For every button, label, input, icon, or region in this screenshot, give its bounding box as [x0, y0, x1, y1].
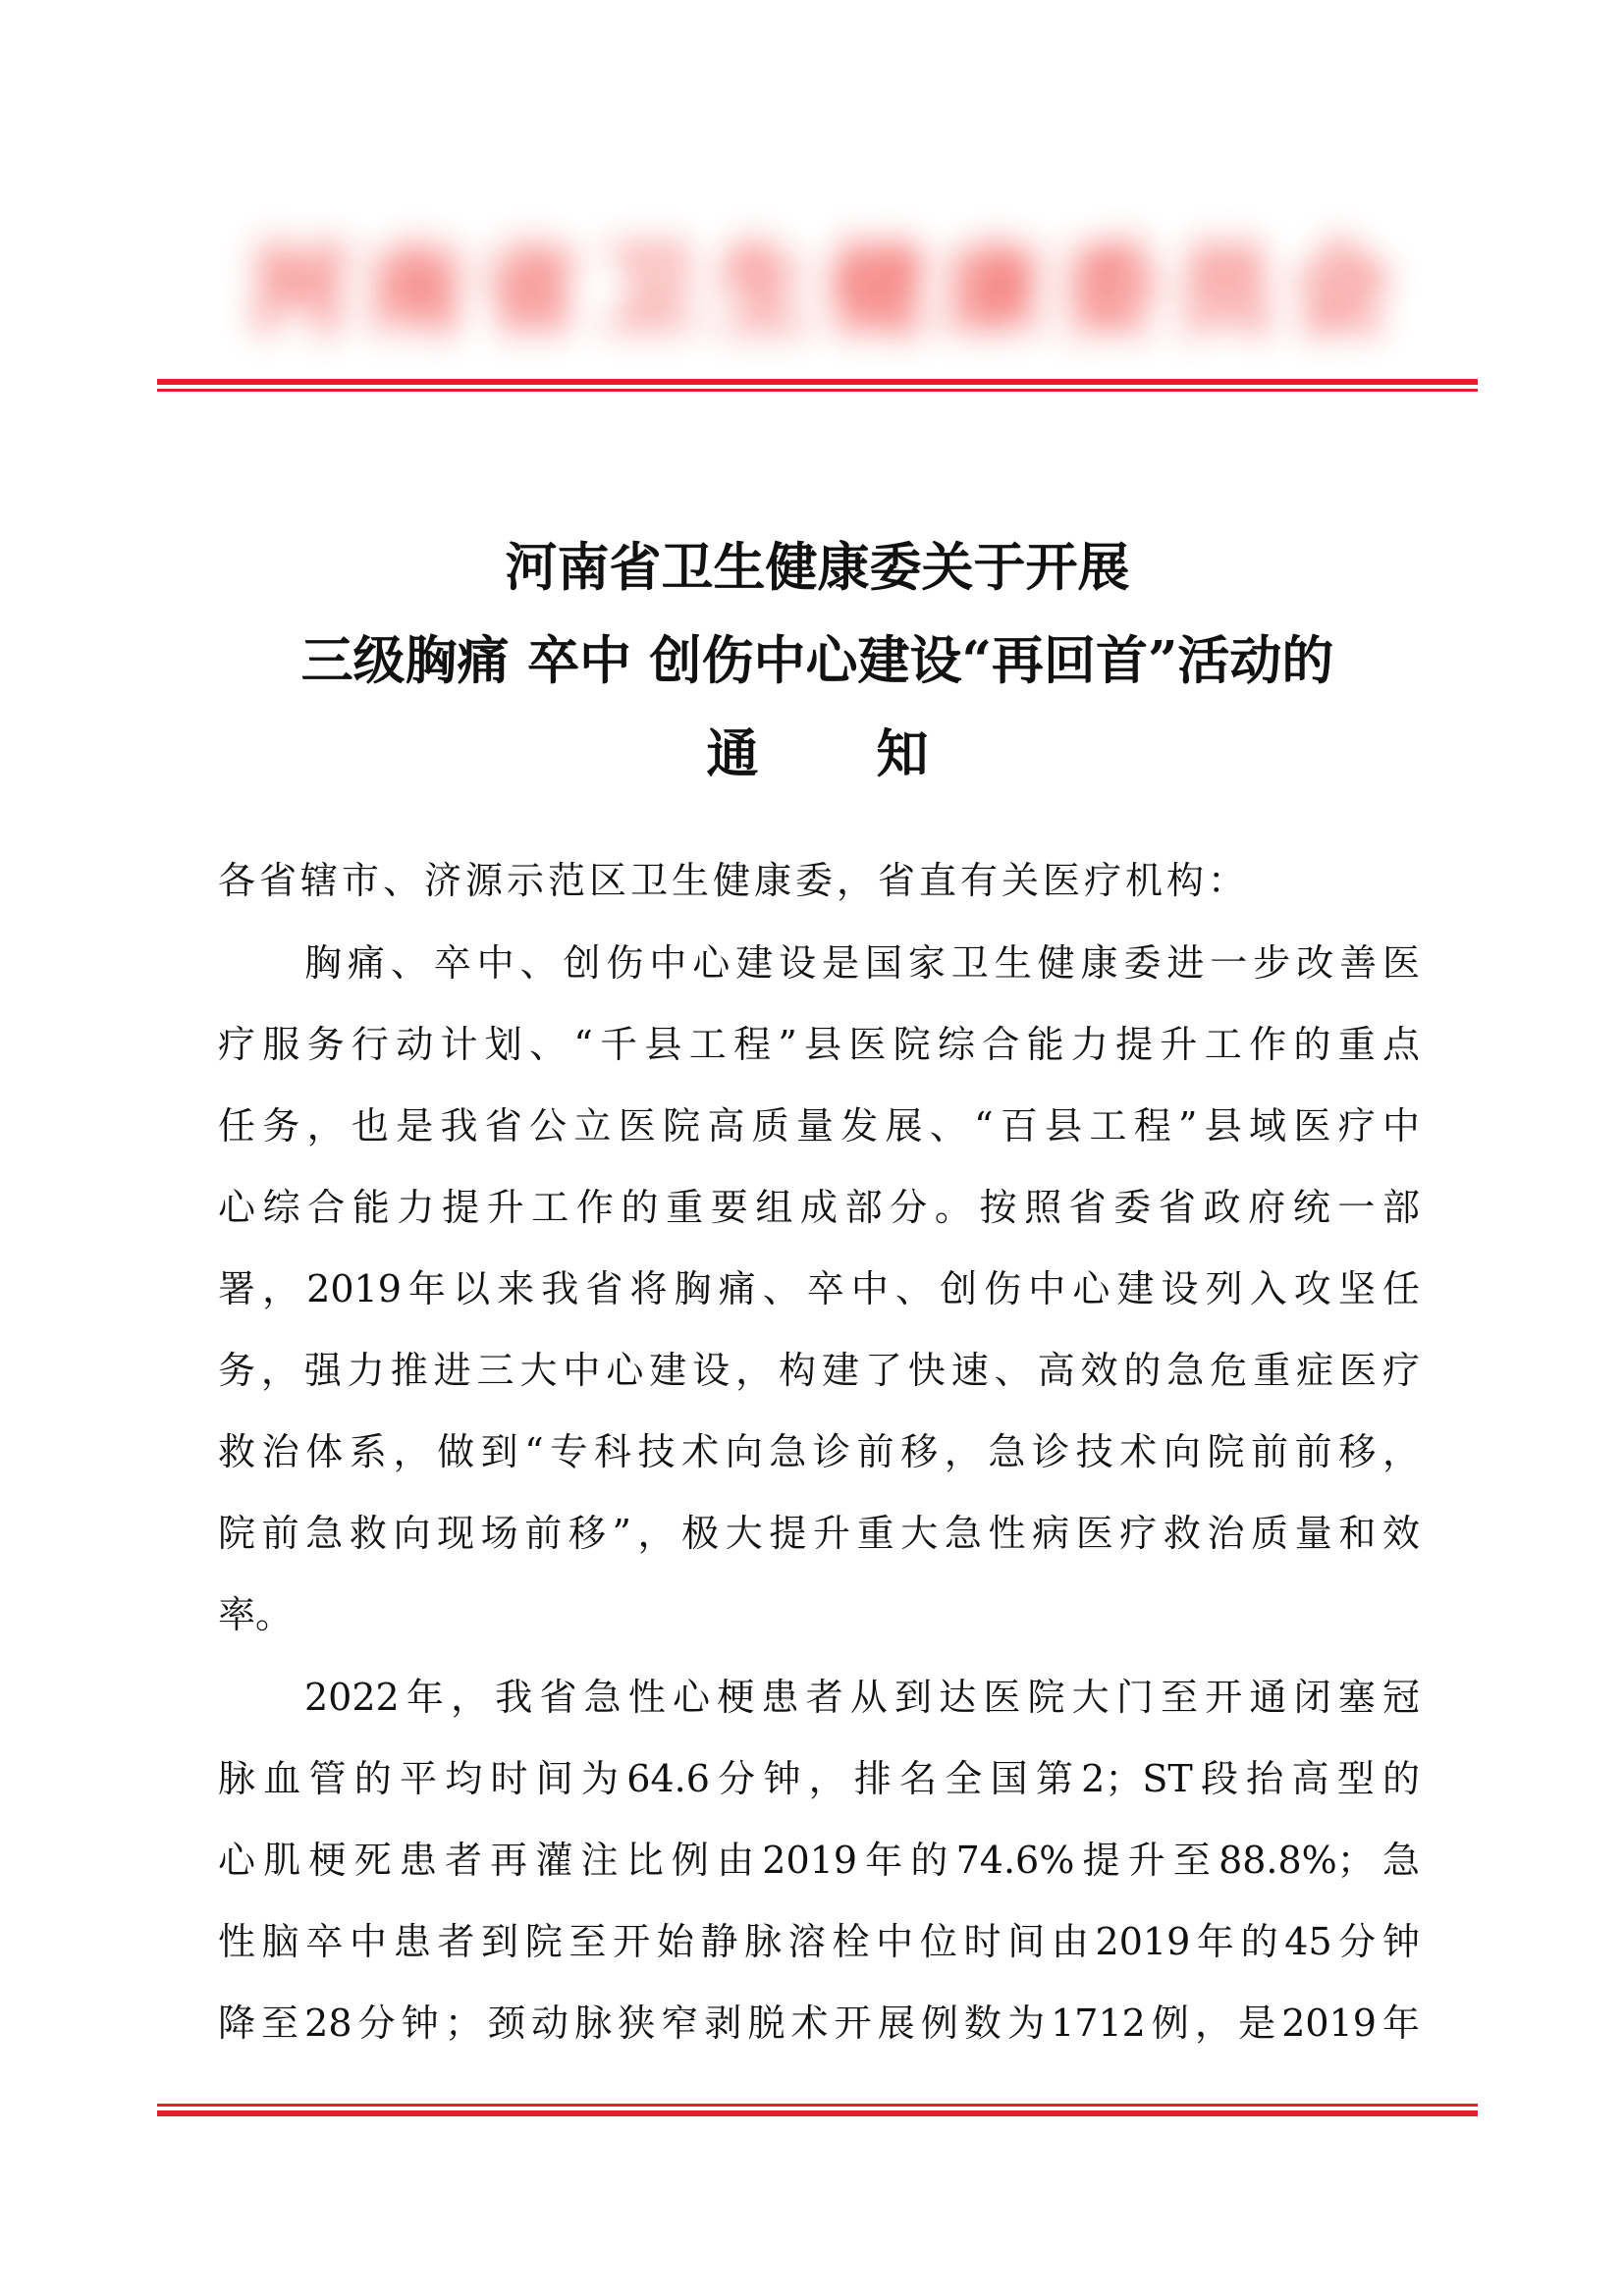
document-title-line-3: 通知 [706, 723, 1047, 784]
masthead-char: 卫 [597, 232, 696, 347]
paragraph-1-line: 任务，也是我省公立医院高质量发展、“百县工程”县域医疗中 [218, 1104, 1420, 1148]
paragraph-1-line: 心综合能力提升工作的重要组成部分。按照省委省政府统一部 [218, 1186, 1420, 1229]
paragraph-1-line: 疗服务行动计划、“千县工程”县医院综合能力提升工作的重点 [218, 1023, 1420, 1066]
footer-red-rule [157, 2104, 1478, 2116]
document-title-line-1: 河南省卫生健康委关于开展 [505, 537, 1130, 598]
paragraph-1-line: 救治体系，做到“专科技术向急诊前移，急诊技术向院前前移， [218, 1430, 1420, 1473]
rule-thin-line [157, 389, 1478, 392]
paragraph-1-line: 胸痛、卒中、创伤中心建设是国家卫生健康委进一步改善医 [304, 941, 1420, 985]
masthead-char: 河 [250, 232, 349, 347]
masthead-char: 健 [828, 232, 927, 347]
paragraph-2-line: 性脑卒中患者到院至开始静脉溶栓中位时间由2019年的45分钟 [218, 1920, 1420, 1963]
paragraph-1-line: 务，强力推进三大中心建设，构建了快速、高效的急危重症医疗 [218, 1349, 1420, 1392]
paragraph-2-line: 心肌梗死患者再灌注比例由2019年的74.6%提升至88.8%；急 [218, 1839, 1420, 1882]
paragraph-1-line: 署，2019年以来我省将胸痛、卒中、创伤中心建设列入攻坚任 [218, 1267, 1420, 1310]
masthead-char: 康 [944, 232, 1043, 347]
paragraph-1-line: 院前急救向现场前移”，极大提升重大急性病医疗救治质量和效 [218, 1512, 1420, 1555]
masthead-seal [245, 221, 1394, 358]
masthead-char: 生 [713, 232, 812, 347]
salutation: 各省辖市、济源示范区卫生健康委，省直有关医疗机构： [218, 859, 1250, 902]
paragraph-2-line: 2022年，我省急性心梗患者从到达医院大门至开通闭塞冠 [304, 1676, 1420, 1719]
masthead-char: 员 [1175, 232, 1274, 347]
paragraph-2-line: 脉血管的平均时间为64.6分钟，排名全国第2；ST段抬高型的 [218, 1757, 1420, 1800]
masthead-char: 委 [1059, 232, 1159, 347]
masthead-char: 南 [365, 232, 464, 347]
document-title-line-2: 三级胸痛 卒中 创伤中心建设“再回首”活动的 [300, 630, 1334, 691]
paragraph-2-line: 降至28分钟；颈动脉狭窄剥脱术开展例数为1712例，是2019年 [218, 2002, 1420, 2045]
header-red-rule [157, 379, 1478, 392]
masthead-char: 省 [481, 232, 580, 347]
rule-thick-line [157, 2110, 1478, 2116]
masthead-char: 会 [1290, 232, 1389, 347]
paragraph-1-line: 率。 [218, 1593, 294, 1636]
